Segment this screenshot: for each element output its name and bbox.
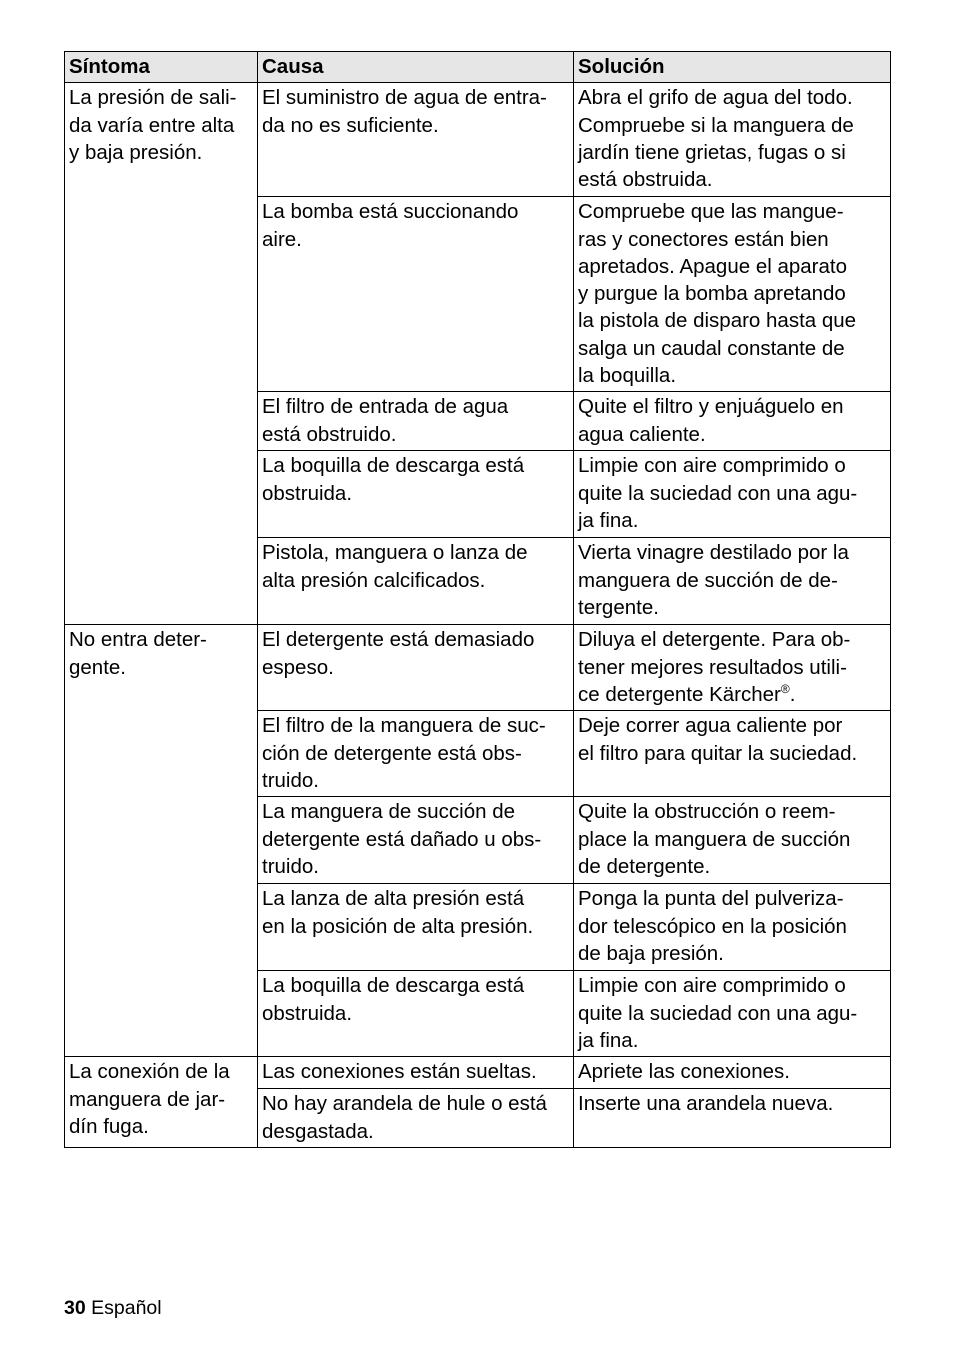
table-row [65, 625, 891, 711]
solution-text: Apriete las conexiones. [578, 1060, 790, 1084]
solution-cell [574, 1057, 891, 1089]
registered-mark: ® [780, 682, 790, 697]
symptom-cell [65, 83, 258, 625]
footer-language: Español [91, 1297, 162, 1319]
solution-cell [574, 392, 891, 451]
cause-text: Pistola, manguera o lanza de alta presión calcificados. [262, 541, 528, 592]
cause-text: El filtro de la manguera de suc- ción de detergente está obs- truido. [262, 714, 546, 792]
cause-cell [258, 971, 574, 1057]
solution-text: Quite el filtro y enjuáguelo en agua caliente. [578, 395, 844, 446]
solution-text-main: Diluya el detergente. Para ob- tener mejores resultados utili- ce detergente Kärcher [578, 628, 851, 706]
cause-cell [258, 797, 574, 884]
solution-text: Ponga la punta del pulveriza- dor telescópico en la posición de baja presión. [578, 887, 847, 965]
solution-cell [574, 1089, 891, 1148]
solution-cell [574, 451, 891, 538]
symptom-text: La conexión de la manguera de jar- dín fuga. [69, 1060, 230, 1138]
header-solution: Solución [574, 52, 891, 83]
cause-text: La manguera de succión de detergente está dañado u obs- truido. [262, 800, 542, 878]
cause-text: La boquilla de descarga está obstruida. [262, 974, 525, 1025]
cause-cell [258, 625, 574, 711]
cause-text: Las conexiones están sueltas. [262, 1060, 537, 1084]
solution-text-end: . [789, 682, 796, 706]
solution-cell [574, 797, 891, 884]
symptom-cell [65, 625, 258, 1057]
cause-text: El suministro de agua de entra- da no es suficiente. [262, 86, 547, 137]
solution-cell [574, 711, 891, 797]
cause-cell [258, 392, 574, 451]
solution-text: Abra el grifo de agua del todo. Compruebe si la manguera de jardín tiene grietas, fugas o si está obstruida. [578, 86, 854, 192]
cause-cell [258, 884, 574, 971]
symptom-text: No entra deter- gente. [69, 628, 207, 679]
solution-text [578, 626, 887, 708]
cause-text: El detergente está demasiado espeso. [262, 628, 535, 679]
cause-text: La bomba está succionando aire. [262, 200, 519, 251]
table-row [65, 83, 891, 197]
solution-text: Quite la obstrucción o reem- place la manguera de succión de detergente. [578, 800, 851, 878]
cause-cell [258, 451, 574, 538]
table-header-row [65, 52, 891, 83]
table-row [65, 1057, 891, 1089]
solution-text: Inserte una arandela nueva. [578, 1092, 834, 1116]
solution-cell [574, 971, 891, 1057]
solution-text: Limpie con aire comprimido o quite la suciedad con una agu- ja fina. [578, 974, 858, 1052]
cause-cell [258, 83, 574, 197]
solution-cell [574, 197, 891, 392]
cause-text: No hay arandela de hule o está desgastada. [262, 1092, 547, 1143]
solution-cell [574, 625, 891, 711]
cause-text: El filtro de entrada de agua está obstruido. [262, 395, 509, 446]
solution-cell [574, 83, 891, 197]
cause-cell [258, 538, 574, 625]
solution-text: Deje correr agua caliente por el filtro para quitar la suciedad. [578, 714, 858, 765]
solution-text: Compruebe que las mangue- ras y conectores están bien apretados. Apague el aparato y purgue la bomba apretando la pistola de disparo hasta que salga un caudal constante de la boquilla. [578, 200, 857, 388]
cause-cell [258, 1057, 574, 1089]
solution-text: Vierta vinagre destilado por la manguera de succión de de- tergente. [578, 541, 849, 619]
symptom-cell [65, 1057, 258, 1148]
solution-text: Limpie con aire comprimido o quite la suciedad con una agu- ja fina. [578, 454, 858, 532]
symptom-text: La presión de sali- da varía entre alta y baja presión. [69, 86, 237, 164]
cause-text: La boquilla de descarga está obstruida. [262, 454, 525, 505]
header-cause: Causa [258, 52, 574, 83]
page-footer [64, 1296, 162, 1320]
troubleshooting-table [64, 51, 891, 1148]
cause-cell [258, 1089, 574, 1148]
page-number: 30 [64, 1297, 86, 1319]
cause-cell [258, 197, 574, 392]
solution-cell [574, 884, 891, 971]
header-symptom: Síntoma [65, 52, 258, 83]
cause-text: La lanza de alta presión está en la posición de alta presión. [262, 887, 534, 938]
solution-cell [574, 538, 891, 625]
cause-cell [258, 711, 574, 797]
